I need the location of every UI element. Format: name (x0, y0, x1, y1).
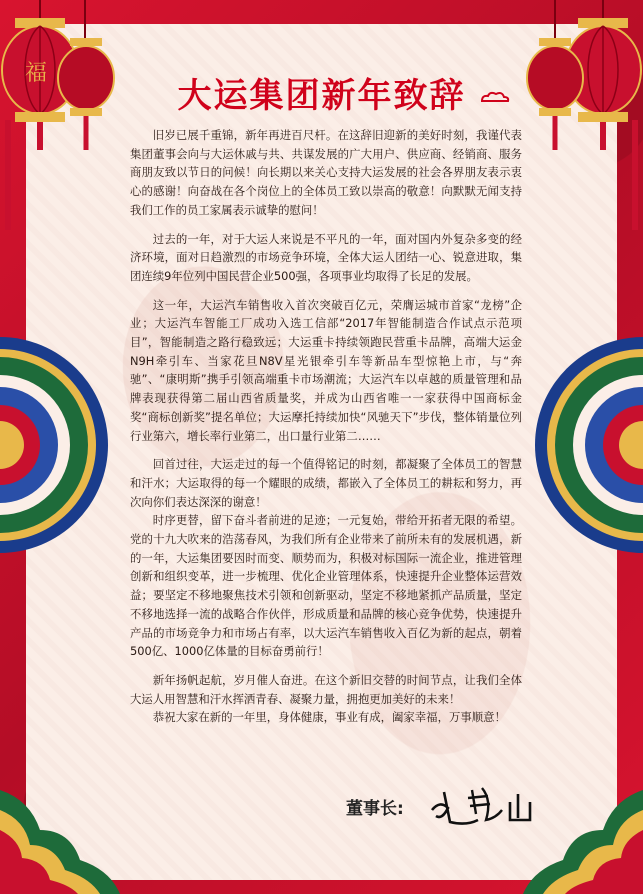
paragraph: 恭祝大家在新的一年里，身体健康，事业有成，阖家幸福，万事顺意！ (152, 710, 506, 725)
mandala-left-icon (0, 330, 110, 560)
letter-body (130, 126, 522, 727)
corner-ornament-left-icon (0, 770, 120, 894)
handwritten-signature (426, 780, 556, 828)
lantern-fu-char: 福 (25, 61, 48, 86)
paragraph: 新年扬帆起航，岁月催人奋进。在这个新旧交替的时间节点，让我们全体大运人用智慧和汗水挥洒青春、凝聚力量，拥抱更加美好的未来！ (130, 672, 522, 706)
signature-role: 董事长: (346, 799, 404, 819)
paragraph: 旧岁已展千重锦，新年再进百尺杆。在这辞旧迎新的美好时刻，我谨代表集团董事会向与大运休戚与共、共谋发展的广大用户、供应商、经销商、服务商朋友致以节日的问候！向长期以来关心支持大运发展的社会各界朋友表示衷心的感谢！向奋战在各个岗位上的全体员工致以崇高的敬意！向默默无闻支持我们工作的员工家属表示诚挚的慰问！ (130, 128, 522, 217)
paragraph: 回首过往，大运走过的每一个值得铭记的时刻，都凝聚了全体员工的智慧和汗水；大运取得的每一个耀眼的成绩，都嵌入了全体员工的耕耘和努力，再次向你们表达深深的谢意！ (130, 457, 522, 509)
paragraph: 过去的一年，对于大运人来说是不平凡的一年，面对国内外复杂多变的经济环境，面对日趋激烈的市场竞争环境，全体大运人团结一心、锐意进取，集团连续9年位列中国民营企业500强，各项事业均取得了长足的发展。 (130, 231, 522, 283)
page-title: 大运集团新年致辞 (177, 76, 466, 116)
mandala-right-icon (533, 330, 643, 560)
paragraph: 这一年，大运汽车销售收入首次突破百亿元，荣膺运城市首家“龙榜”企业；大运汽车智能工厂成功入选工信部“2017年智能制造合作试点示范项目”，智能制造之路行稳致远；大运重卡持续领跑民营重卡品牌，高端大运金N9H牵引车、当家花旦N8V星光银牵引车等新品车型惊艳上市，与“奔驰”、“康明斯”携手引领高端重卡市场潮流；大运汽车以卓越的质量管理和品牌表现获得第二届山西省质量奖，并成为山西省唯一一家获得中国商标金奖“商标创新奖”提名单位；大运摩托持续加快“风驰天下”步伐，整体销量位列行业第六，增长率行业第二，出口量行业第二…… (130, 297, 522, 443)
paragraph: 时序更替，留下奋斗者前进的足迹；一元复始，带给开拓者无限的希望。党的十九大吹来的浩荡春风，为我们所有企业带来了前所未有的发展机遇，新的一年，大运集团要因时而变、顺势而为，积极对标国际一流企业，推进管理创新和组织变革，进一步梳理、优化企业管理体系，快速提升企业整体运营效益；要坚定不移地聚焦技术引领和创新驱动，坚定不移地紧抓产品质量，坚定不移地选择一流的战略合作伙伴，形成质量和品牌的核心竞争优势，快速提升产品的市场竞争力和市场占有率，以大运汽车销售收入百亿为新的起点，朝着500亿、1000亿体量的目标奋勇前行！ (130, 513, 522, 659)
cloud-icon (480, 91, 510, 105)
